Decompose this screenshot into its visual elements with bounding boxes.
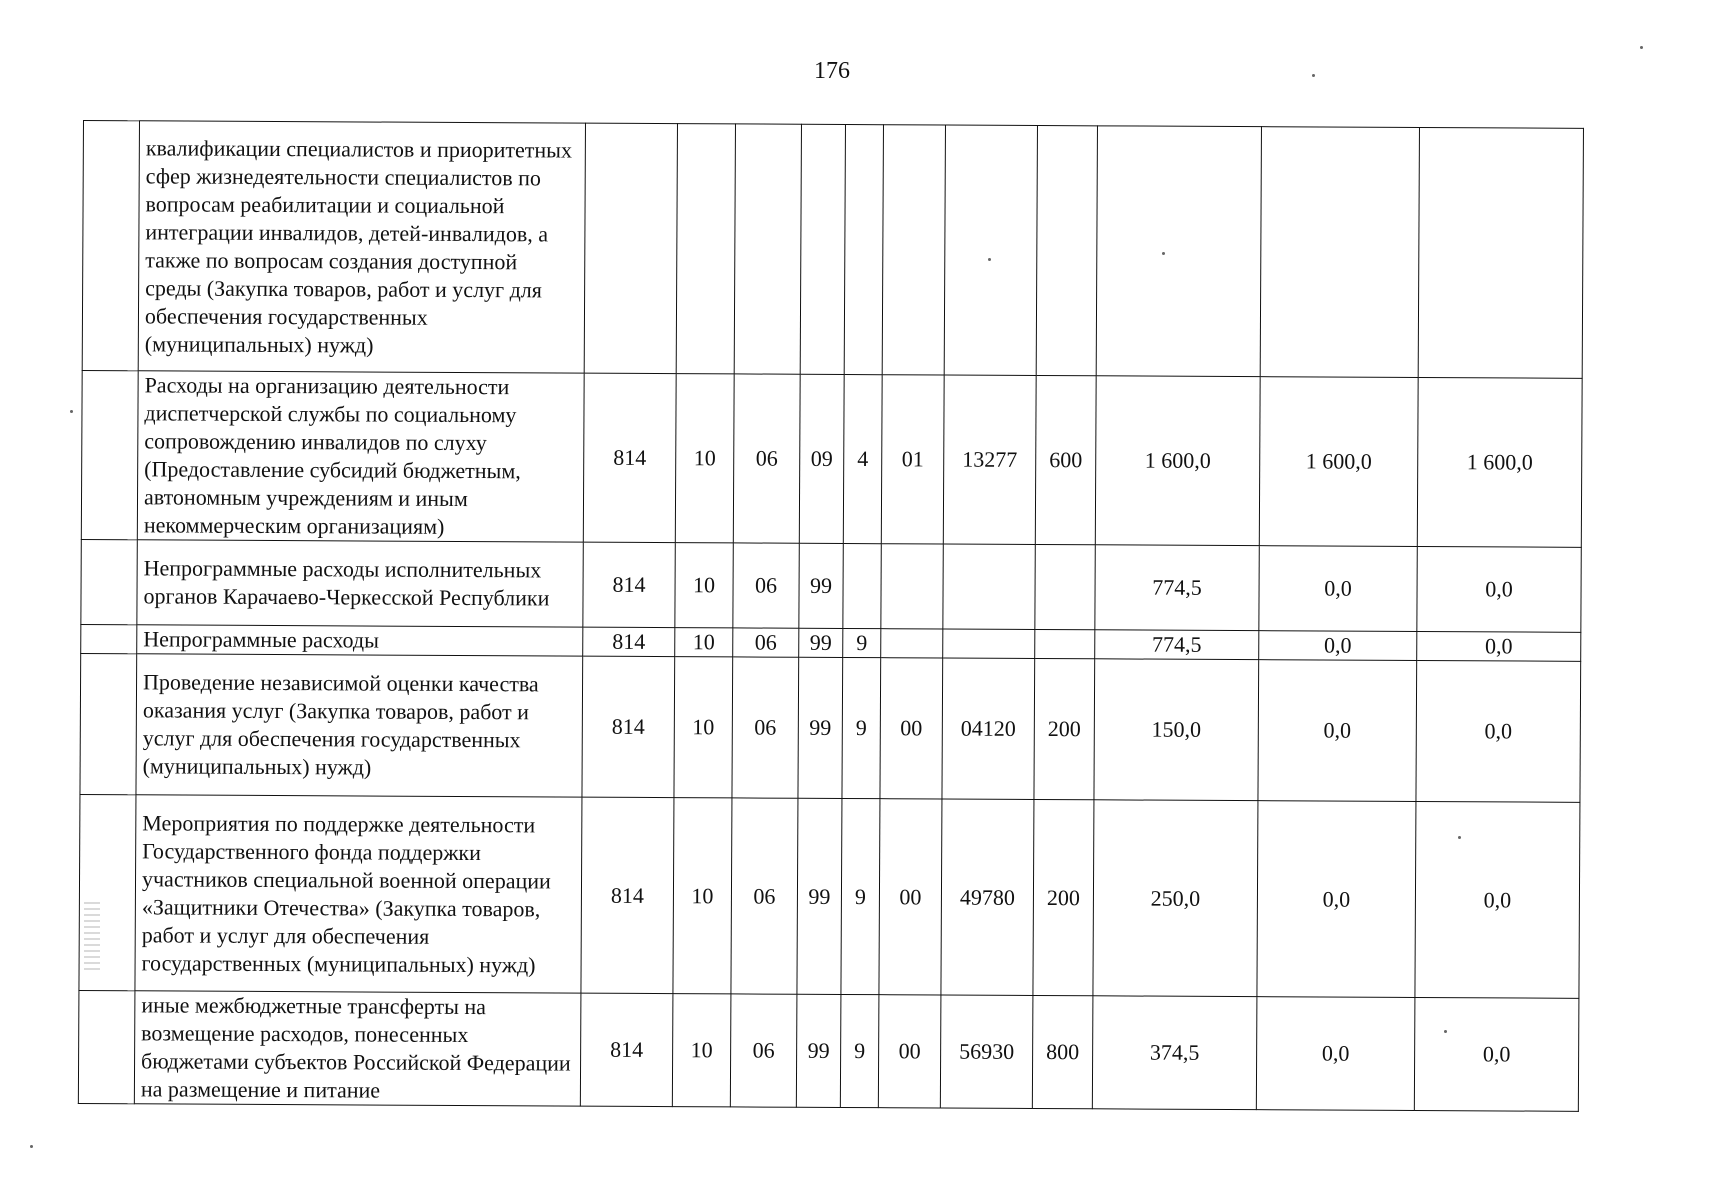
amount-year1-cell: 150,0 xyxy=(1094,659,1259,801)
expense-type-cell: 800 xyxy=(1032,995,1093,1108)
program-code-cell: 99 xyxy=(798,657,843,798)
program-code-cell: 99 xyxy=(797,798,842,994)
page-number: 176 xyxy=(814,58,850,84)
table-row xyxy=(81,539,1581,632)
row-number-cell xyxy=(81,624,137,653)
amount-year1-cell xyxy=(1096,126,1261,377)
amount-year1-cell: 374,5 xyxy=(1092,996,1257,1110)
section-code-cell: 10 xyxy=(674,657,733,798)
subsection-code-cell: 06 xyxy=(733,543,799,628)
ministry-code-cell: 814 xyxy=(580,993,673,1106)
subprogram-code-cell: 9 xyxy=(843,628,881,657)
program-code-cell: 99 xyxy=(799,543,843,628)
event-code-cell xyxy=(881,629,943,658)
expense-name-cell: Мероприятия по поддержке деятельности Государственного фонда поддержки участников специальной военной операции «Защитники Отечества» (Закупка товаров, работ и услуг для обеспечения государственных (муниципальных) нужд) xyxy=(135,795,582,993)
amount-year3-cell: 0,0 xyxy=(1416,660,1581,802)
scan-speck xyxy=(988,258,991,261)
subprogram-code-cell xyxy=(843,543,881,628)
direction-code-cell xyxy=(943,544,1035,629)
expense-type-cell: 600 xyxy=(1035,375,1096,544)
expense-type-cell xyxy=(1035,544,1095,629)
amount-year2-cell: 1 600,0 xyxy=(1259,377,1418,547)
amount-year2-cell: 0,0 xyxy=(1258,660,1417,802)
event-code-cell xyxy=(881,544,943,629)
row-number-cell xyxy=(80,653,137,794)
amount-year2-cell xyxy=(1260,127,1419,378)
row-number-cell xyxy=(78,990,135,1103)
table-row xyxy=(82,121,1583,379)
expense-type-cell xyxy=(1035,629,1095,658)
scan-margin-artifact xyxy=(84,900,100,970)
section-code-cell xyxy=(676,124,735,374)
amount-year2-cell: 0,0 xyxy=(1257,801,1416,998)
scan-speck xyxy=(1312,74,1315,77)
subprogram-code-cell: 9 xyxy=(842,657,881,798)
event-code-cell xyxy=(882,125,945,375)
row-number-cell xyxy=(81,539,137,624)
expense-name-cell: иные межбюджетные трансферты на возмещение расходов, понесенных бюджетами субъектов Российской Федерации на размещение и питание xyxy=(134,991,581,1106)
amount-year3-cell: 0,0 xyxy=(1415,801,1580,998)
table-row xyxy=(80,653,1581,802)
amount-year2-cell: 0,0 xyxy=(1259,631,1417,661)
event-code-cell: 00 xyxy=(878,995,941,1108)
subsection-code-cell: 06 xyxy=(733,374,800,543)
expense-type-cell: 200 xyxy=(1034,658,1095,799)
table-row xyxy=(81,370,1582,547)
expense-name-cell: Расходы на организацию деятельности диспетчерской службы по социальному сопровождению инвалидов по слуху (Предоставление субсидий бюджетным, автономным учреждениям и иным некоммерческим организациям) xyxy=(137,371,584,542)
subsection-code-cell: 06 xyxy=(732,657,799,798)
subsection-code-cell: 06 xyxy=(731,798,798,994)
ministry-code-cell: 814 xyxy=(583,373,676,542)
amount-year3-cell: 0,0 xyxy=(1417,631,1581,661)
ministry-code-cell: 814 xyxy=(582,656,675,797)
table-row xyxy=(78,990,1579,1111)
expense-type-cell: 200 xyxy=(1033,799,1094,995)
section-code-cell: 10 xyxy=(673,798,732,994)
amount-year1-cell: 1 600,0 xyxy=(1095,376,1260,546)
amount-year3-cell: 0,0 xyxy=(1417,546,1581,632)
amount-year2-cell: 0,0 xyxy=(1259,546,1417,632)
subprogram-code-cell: 9 xyxy=(840,994,879,1107)
event-code-cell: 00 xyxy=(879,799,942,995)
expense-name-cell: квалификации специалистов и приоритетных сфер жизнедеятельности специалистов по вопросам реабилитации и социальной интеграции инвалидов, детей-инвалидов, а также по вопросам создания доступной среды (Закупка товаров, работ и услуг для обеспечения государственных (муниципальных) нужд) xyxy=(138,121,585,373)
event-code-cell: 01 xyxy=(881,375,944,544)
section-code-cell: 10 xyxy=(672,994,731,1107)
amount-year3-cell xyxy=(1418,127,1583,378)
expense-name-cell: Непрограммные расходы xyxy=(137,625,583,656)
ministry-code-cell: 814 xyxy=(583,627,675,656)
amount-year3-cell: 1 600,0 xyxy=(1417,377,1582,547)
program-code-cell xyxy=(800,124,845,374)
ministry-code-cell: 814 xyxy=(583,542,675,627)
subsection-code-cell: 06 xyxy=(730,994,797,1107)
amount-year2-cell: 0,0 xyxy=(1256,997,1415,1111)
direction-code-cell: 49780 xyxy=(941,799,1034,995)
expense-type-cell xyxy=(1036,125,1097,375)
scan-speck xyxy=(1162,252,1165,255)
amount-year1-cell: 774,5 xyxy=(1095,545,1259,631)
direction-code-cell: 13277 xyxy=(943,375,1036,544)
amount-year1-cell: 250,0 xyxy=(1093,800,1258,997)
program-code-cell: 99 xyxy=(796,994,841,1107)
scan-speck xyxy=(30,1145,33,1148)
budget-table xyxy=(78,120,1584,1112)
subsection-code-cell: 06 xyxy=(733,628,799,657)
section-code-cell: 10 xyxy=(675,628,733,657)
ministry-code-cell xyxy=(584,123,677,373)
program-code-cell: 99 xyxy=(799,628,843,657)
ministry-code-cell: 814 xyxy=(581,797,674,993)
direction-code-cell: 56930 xyxy=(940,995,1033,1108)
program-code-cell: 09 xyxy=(799,374,844,543)
section-code-cell: 10 xyxy=(675,543,733,628)
scan-speck xyxy=(1444,1030,1447,1033)
subsection-code-cell xyxy=(734,124,801,374)
expense-name-cell: Непрограммные расходы исполнительных органов Карачаево-Черкесской Республики xyxy=(137,540,583,627)
direction-code-cell xyxy=(944,125,1037,375)
amount-year1-cell: 774,5 xyxy=(1095,630,1259,660)
row-number-cell xyxy=(82,121,139,371)
event-code-cell: 00 xyxy=(880,658,943,799)
section-code-cell: 10 xyxy=(675,374,734,543)
subprogram-code-cell: 9 xyxy=(841,798,880,994)
scan-speck xyxy=(1458,836,1461,839)
direction-code-cell: 04120 xyxy=(942,658,1035,799)
subprogram-code-cell xyxy=(844,124,883,374)
scan-speck xyxy=(1640,46,1643,49)
amount-year3-cell: 0,0 xyxy=(1414,997,1579,1111)
table-row xyxy=(79,794,1580,998)
row-number-cell xyxy=(81,370,138,539)
scan-speck xyxy=(70,410,73,413)
subprogram-code-cell: 4 xyxy=(843,374,882,543)
expense-name-cell: Проведение независимой оценки качества оказания услуг (Закупка товаров, работ и услуг для обеспечения государственных (муниципальных) нужд) xyxy=(136,654,583,797)
direction-code-cell xyxy=(943,629,1035,658)
